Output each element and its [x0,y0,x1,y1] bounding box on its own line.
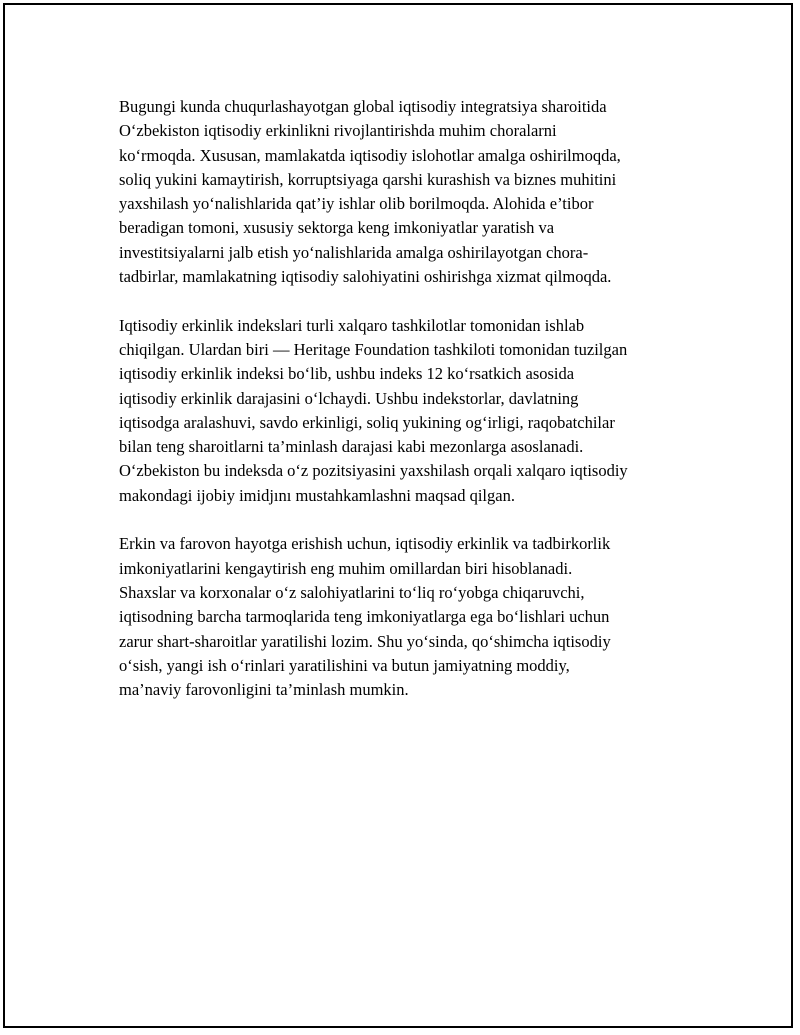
paragraph-2: Iqtisodiy erkinlik indekslari turli xalqaro tashkilotlar tomonidan ishlab chiqilgan. Ulardan biri — Heritage Foundation tashkiloti tomonidan tuzilgan iqtisodiy erkinlik indeksi bo‘lib, ushbu indeks 12 ko‘rsatkich asosida iqtisodiy erkinlik darajasini o‘lchaydi. Ushbu indekstorlar, davlatning iqtisodga aralashuvi, savdo erkinligi, soliq yukining og‘irligi, raqobatchilar bilan teng sharoitlarni ta’minlash darajasi kabi mezonlarga asoslanadi. O‘zbekiston bu indeksda o‘z pozitsiyasini yaxshilash orqali xalqaro iqtisodiy makondagi ijobiy imidjını mustahkamlashni maqsad qilgan. [119,315,628,505]
document-body [119,95,691,727]
paragraph-3: Erkin va farovon hayotga erishish uchun, iqtisodiy erkinlik va tadbirkorlik imkoniyatlarini kengaytirish eng muhim omillardan biri hisoblanadi. Shaxslar va korxonalar o‘z salohiyatlarini to‘liq ro‘yobga chiqaruvchi, iqtisodning barcha tarmoqlarida teng imkoniyatlarga ega bo‘lishlari uchun zarur shart-sharoitlar yaratilishi lozim. Shu yo‘sinda, qo‘shimcha iqtisodiy o‘sish, yangi ish o‘rinlari yaratilishini va butun jamiyatning moddiy, ma’naviy farovonligini ta’minlash mumkin. [119,534,611,700]
paragraph-1: Bugungi kunda chuqurlashayotgan global iqtisodiy integratsiya sharoitida O‘zbekiston iqtisodiy erkinlikni rivojlantirishda muhim choralarni ko‘rmoqda. Xususan, mamlakatda iqtisodiy islohotlar amalga oshirilmoqda, soliq yukini kamaytirish, korruptsiyaga qarshi kurashish va biznes muhitini yaxshilash yo‘nalishlarida qat’iy ishlar olib borilmoqda. Alohida e’tibor beradigan tomoni, xususiy sektorga keng imkoniyatlar yaratish va investitsiyalarni jalb etish yo‘nalishlarida amalga oshirilayotgan chora- tadbirlar, mamlakatning iqtisodiy salohiyatini oshirishga xizmat qilmoqda. [119,97,621,287]
